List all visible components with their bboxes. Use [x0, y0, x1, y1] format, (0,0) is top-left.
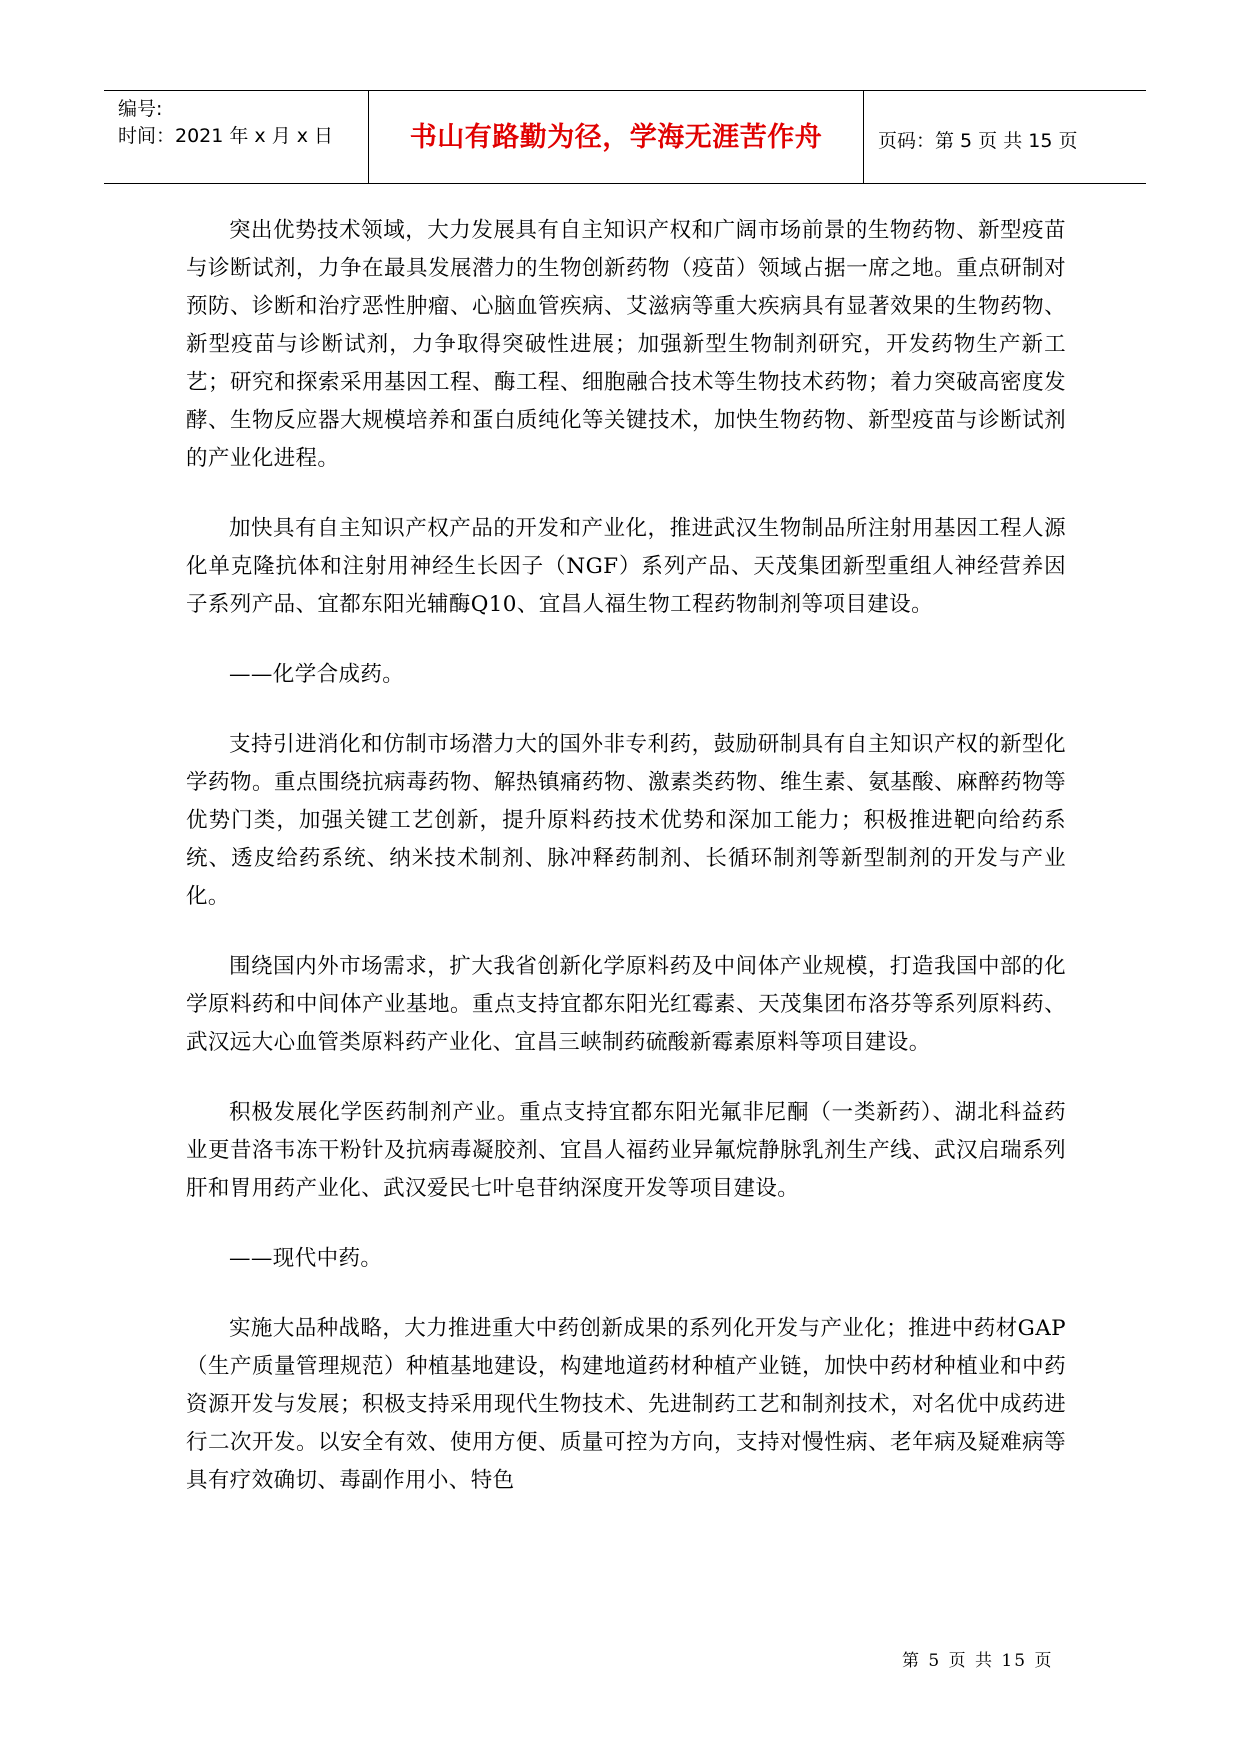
header-right-cell	[864, 91, 1146, 183]
paragraph: 实施大品种战略，大力推进重大中药创新成果的系列化开发与产业化；推进中药材GAP（生产质量管理规范）种植基地建设，构建地道药材种植产业链，加快中药材种植业和中药资源开发与发展；积极支持采用现代生物技术、先进制药工艺和制剂技术，对名优中成药进行二次开发。以安全有效、使用方便、质量可控为方向，支持对慢性病、老年病及疑难病等具有疗效确切、毒副作用小、特色	[186, 1316, 1066, 1493]
paragraph: 加快具有自主知识产权产品的开发和产业化，推进武汉生物制品所注射用基因工程人源化单克隆抗体和注射用神经生长因子（NGF）系列产品、天茂集团新型重组人神经营养因子系列产品、宜都东阳光辅酶Q10、宜昌人福生物工程药物制剂等项目建设。	[186, 516, 1066, 617]
paragraph: 支持引进消化和仿制市场潜力大的国外非专利药，鼓励研制具有自主知识产权的新型化学药物。重点围绕抗病毒药物、解热镇痛药物、激素类药物、维生素、氨基酸、麻醉药物等优势门类，加强关键工艺创新，提升原料药技术优势和深加工能力；积极推进靶向给药系统、透皮给药系统、纳米技术制剂、脉冲释药制剂、长循环制剂等新型制剂的开发与产业化。	[186, 732, 1066, 909]
document-time-label: 时间：2021 年 x 月 x 日	[118, 125, 334, 147]
page-footer: 第 5 页 共 15 页	[902, 1651, 1054, 1671]
paragraph: 积极发展化学医药制剂产业。重点支持宜都东阳光氟非尼酮（一类新药）、湖北科益药业更昔洛韦冻干粉针及抗病毒凝胶剂、宜昌人福药业异氟烷静脉乳剂生产线、武汉启瑞系列肝和胃用药产业化、武汉爱民七叶皂苷纳深度开发等项目建设。	[186, 1100, 1066, 1201]
paragraph: 围绕国内外市场需求，扩大我省创新化学原料药及中间体产业规模，打造我国中部的化学原料药和中间体产业基地。重点支持宜都东阳光红霉素、天茂集团布洛芬等系列原料药、武汉远大心血管类原料药产业化、宜昌三峡制药硫酸新霉素原料等项目建设。	[186, 954, 1066, 1055]
paragraph: 突出优势技术领域，大力发展具有自主知识产权和广阔市场前景的生物药物、新型疫苗与诊断试剂，力争在最具发展潜力的生物创新药物（疫苗）领域占据一席之地。重点研制对预防、诊断和治疗恶性肿瘤、心脑血管疾病、艾滋病等重大疾病具有显著效果的生物药物、新型疫苗与诊断试剂，力争取得突破性进展；加强新型生物制剂研究，开发药物生产新工艺；研究和探索采用基因工程、酶工程、细胞融合技术等生物技术药物；着力突破高密度发酵、生物反应器大规模培养和蛋白质纯化等关键技术，加快生物药物、新型疫苗与诊断试剂的产业化进程。	[186, 218, 1066, 471]
header-middle-cell	[369, 91, 864, 183]
document-number-label: 编号:	[118, 98, 163, 120]
section-heading: ——现代中药。	[229, 1246, 383, 1271]
header-motto: 书山有路勤为径，学海无涯苦作舟	[409, 122, 823, 153]
document-body	[186, 212, 1066, 1532]
section-heading: ——化学合成药。	[229, 662, 405, 687]
header-page-info: 页码：第 5 页 共 15 页	[878, 130, 1078, 152]
page-header	[104, 90, 1146, 184]
header-left-cell	[104, 91, 369, 183]
